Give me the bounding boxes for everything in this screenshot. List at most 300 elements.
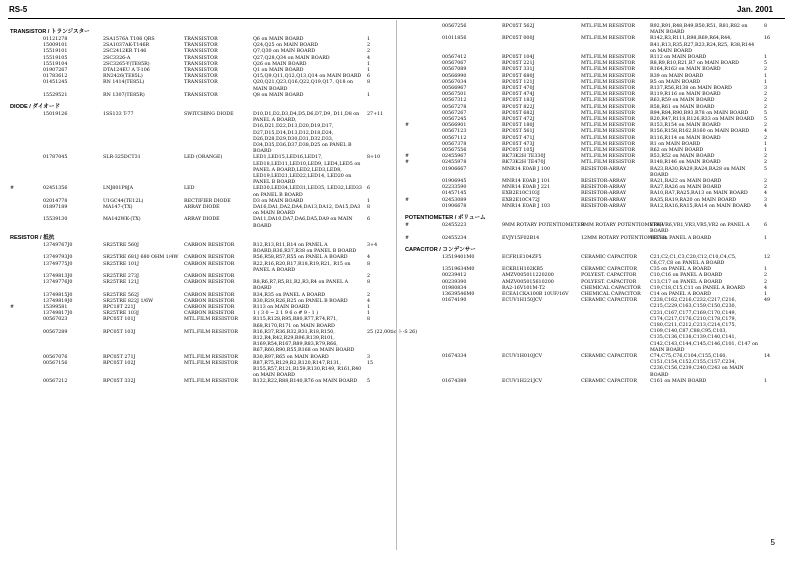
part-location: R1 on MAIN BOARD xyxy=(650,141,701,147)
part-number: SR25TRE 121J xyxy=(103,280,139,286)
part-description: RESISTOR-ARRAY xyxy=(581,203,627,209)
quantity: 1 xyxy=(367,37,371,42)
part-description: CARBON RESISTOR xyxy=(184,280,235,286)
parts-row xyxy=(405,298,775,354)
part-description: MTL.FILM RESISTOR xyxy=(581,24,635,29)
part-location: R30,R97,R65 on MAIN BOARD xyxy=(253,354,329,360)
part-code: 13749815J0 xyxy=(43,292,73,298)
part-description: CERAMIC CAPACITOR xyxy=(581,353,637,359)
part-location: R148,R146 on MAIN BOARD xyxy=(650,160,721,166)
part-code: 02453089 xyxy=(442,197,467,203)
part-code: 13519634M0 xyxy=(442,267,475,273)
part-location: D3 on MAIN BOARD xyxy=(253,198,304,204)
quantity: 14 xyxy=(764,353,771,359)
quantity: 6 xyxy=(367,74,371,80)
part-location: R113 on MAIN BOARD xyxy=(253,304,310,310)
part-location: R94,R84,R90,R93,R78 on MAIN BOARD xyxy=(650,110,749,116)
part-number: RPC05T 470J xyxy=(502,86,535,92)
part-location: R8,R9,R10,R21,R7 on MAIN BOARD xyxy=(650,61,740,67)
part-number: RPC05T 102J xyxy=(103,360,136,366)
part-location: Q20,Q21,Q23,Q16,Q22,Q19,Q17, Q18 on MAIN BOARD xyxy=(253,80,353,92)
part-location: R116,R114 on MAIN BOARD xyxy=(650,135,721,141)
part-number: RN 1307(TE85R) xyxy=(103,92,145,98)
part-number: SR25TRE 103J xyxy=(103,311,139,317)
part-location: Q24,Q25 on MAIN BOARD xyxy=(253,43,319,49)
part-code: 00567156 xyxy=(43,360,68,366)
part-location: R20,R47,R118,R126,R33 on MAIN BOARD xyxy=(650,117,755,123)
part-code: 00567089 xyxy=(442,67,467,73)
part-description: RESISTOR-ARRAY xyxy=(581,191,627,197)
part-description: TRANSISTOR xyxy=(184,49,218,55)
part-description: MTL.FILM RESISTOR xyxy=(184,329,238,335)
part-code: 01980834 xyxy=(442,285,467,291)
quantity: 4 xyxy=(764,129,768,135)
part-code: 13519401M0 xyxy=(442,254,475,260)
parts-row xyxy=(10,243,380,255)
part-description: MTL.FILM RESISTOR xyxy=(581,104,635,110)
part-description: MTL.FILM RESISTOR xyxy=(184,360,238,366)
part-code: 13749775J0 xyxy=(43,261,73,267)
part-code: 15519105 xyxy=(43,55,68,61)
column-divider xyxy=(396,20,397,550)
part-number: RPC05T 000J xyxy=(502,36,535,42)
part-description: MTL.FILM RESISTOR xyxy=(581,79,635,85)
part-location: C14 on PANEL A BOARD xyxy=(650,291,711,297)
quantity: 49 xyxy=(764,298,771,304)
part-number: ECUV1H150JCV xyxy=(502,298,543,304)
part-description: CERAMIC CAPACITOR xyxy=(581,378,637,384)
part-code: 00566990 xyxy=(442,73,467,79)
part-description: MTL.FILM RESISTOR xyxy=(581,148,635,154)
part-location: Q7,Q30 on MAIN BOARD xyxy=(253,49,316,55)
change-mark: # xyxy=(405,160,410,166)
parts-row xyxy=(405,354,775,379)
part-location: RA35,RA19,RA20 on MAIN BOARD xyxy=(650,197,737,203)
part-number: MA147-(TX) xyxy=(103,205,133,211)
part-code: 13749813J0 xyxy=(43,273,73,279)
quantity: 2 xyxy=(367,43,371,49)
part-number: DTA124EU A T-106 xyxy=(103,68,150,74)
quantity: 8 xyxy=(367,80,371,86)
change-mark: # xyxy=(405,123,410,129)
part-number: RPC05T 183J xyxy=(502,98,535,104)
quantity: 3+4 xyxy=(367,242,378,248)
quantity: 6 xyxy=(367,186,371,192)
part-number: SR25TRE 560J xyxy=(103,242,139,248)
part-number: ECFR1E104ZF5 xyxy=(502,254,542,260)
left-column xyxy=(10,24,418,386)
part-location: R132,R22,R88,R140,R76 on MAIN BOARD xyxy=(253,379,358,385)
part-code: 01906667 xyxy=(442,166,467,172)
part-number: U1GC44(TE12L) xyxy=(103,198,144,204)
part-location: R115,R128,R95,R80,R77,R74,R71, R68,R170,R171 on MAIN BOARD xyxy=(253,317,338,329)
quantity: 6 xyxy=(367,217,371,223)
part-code: 02455234 xyxy=(442,235,467,241)
part-description: TRANSISTOR xyxy=(184,55,218,61)
quantity: 1 xyxy=(764,267,768,273)
part-code: 02455978 xyxy=(442,160,467,166)
part-number: ECUV1H221JCV xyxy=(502,378,543,384)
part-description: MTL.FILM RESISTOR xyxy=(581,110,635,116)
quantity: 2 xyxy=(764,160,768,166)
section-title: CAPACITOR / コンデンサー xyxy=(405,246,476,253)
part-location: R119,R116 on MAIN BOARD xyxy=(650,92,721,98)
part-number: MNR14 E0AB J 103 xyxy=(502,203,551,209)
part-description: CARBON RESISTOR xyxy=(184,273,235,279)
part-location: C13,C17 on PANEL A BOARD xyxy=(650,279,723,285)
part-code: 00566901 xyxy=(442,123,467,129)
quantity: 1 xyxy=(367,68,371,74)
quantity: 8 xyxy=(367,280,371,286)
part-location: RA23,RA30,RA29,RA24,RA28 on MAIN BOARD xyxy=(650,166,746,178)
part-code: 13749776J0 xyxy=(43,280,73,286)
quantity: 8+10 xyxy=(367,155,381,161)
part-location: R92,R91,R48,R49,R50,R51, R81,R82 on MAIN BOARD xyxy=(650,24,748,36)
part-description: SWITCHING DIODE xyxy=(184,112,234,118)
part-code: 00239412 xyxy=(442,273,467,279)
parts-row xyxy=(10,262,380,274)
quantity: 2 xyxy=(764,98,768,104)
part-location: R22,R16,R20,R17,R18,R19,R21, R15 on PANEL A BOARD xyxy=(253,261,351,273)
quantity: 4 xyxy=(367,255,371,261)
part-description: 12MM ROTARY POTENTIOMETER xyxy=(581,235,667,241)
part-number: AMZV005015610200 xyxy=(502,279,554,285)
part-location: C74,C75,C76,C104,C155,C160, C151,C154,C152,C155,C157,C234, C236,C156,C239,C240,C243 on MAIN BOARD xyxy=(650,353,744,378)
quantity: 1 xyxy=(764,291,768,297)
part-code: 00567412 xyxy=(442,55,467,61)
part-number: RPC05T 221J xyxy=(502,61,535,67)
part-number: RPC05T 822J xyxy=(502,104,535,110)
part-code: 00567278 xyxy=(442,104,467,110)
part-code: 00567034 xyxy=(442,79,467,85)
parts-row xyxy=(10,186,380,198)
quantity: 8 xyxy=(764,24,768,29)
part-description: CHEMICAL CAPACITOR xyxy=(581,285,641,291)
part-description: MTL.FILM RESISTOR xyxy=(581,86,635,92)
part-description: TRANSISTOR xyxy=(184,74,218,80)
quantity: 6 xyxy=(764,223,768,229)
quantity: 16 xyxy=(764,36,771,42)
part-code: 02451356 xyxy=(43,186,68,192)
part-code: 00567212 xyxy=(43,379,68,385)
part-number: RA2-16V101M-T2 xyxy=(502,285,546,291)
part-number: 9MM ROTARY POTENTIOMETER xyxy=(502,223,585,229)
quantity: 2 xyxy=(764,185,768,191)
quantity: 1 xyxy=(764,148,768,154)
part-number: RPC05T 561J xyxy=(502,129,535,135)
part-description: MTL.FILM RESISTOR xyxy=(581,129,635,135)
part-location: 1 ( 3 0 ~ 2 1 9 6 o # 9 - 1 ) xyxy=(253,311,319,317)
quantity: 3 xyxy=(764,86,768,92)
parts-row xyxy=(10,217,380,229)
part-number: 2SC3326-A xyxy=(103,55,131,61)
change-mark: # xyxy=(405,197,410,203)
part-description: RESISTOR-ARRAY xyxy=(581,166,627,172)
part-location: R156,R158,R162,R160 on MAIN BOARD xyxy=(650,129,750,135)
part-number: RPC05T 471J xyxy=(502,135,535,141)
part-location: VR7 on PANEL A BOARD xyxy=(650,235,712,241)
quantity: 1 xyxy=(764,235,768,241)
quantity: 4 xyxy=(367,298,371,304)
part-number: SR25TRE 273J xyxy=(103,273,139,279)
part-location: R112 on MAIN BOARD xyxy=(650,55,707,61)
quantity: 5 xyxy=(764,110,768,116)
part-code: 02455967 xyxy=(442,154,467,160)
part-description: MTL.FILM RESISTOR xyxy=(581,73,635,79)
part-description: CARBON RESISTOR xyxy=(184,261,235,267)
part-number: SR25TRE 681J 680 OHM 1/4W xyxy=(103,255,179,261)
quantity: 8 xyxy=(367,205,371,211)
part-code: 01674389 xyxy=(442,378,467,384)
part-description: CARBON RESISTOR xyxy=(184,298,235,304)
part-number: 2SC3265-Y(TE85R) xyxy=(103,61,150,67)
part-number: LNJ801P8JA xyxy=(103,186,134,192)
part-description: ARRAY DIODE xyxy=(184,205,220,211)
part-description: MTL.FILM RESISTOR xyxy=(184,354,238,360)
part-location: R62 on MAIN BOARD xyxy=(650,148,704,154)
part-number: RPC05T 473J xyxy=(502,141,535,147)
change-mark: # xyxy=(10,304,15,310)
part-description: CARBON RESISTOR xyxy=(184,242,235,248)
quantity: 1 xyxy=(367,92,371,98)
parts-row xyxy=(405,24,775,36)
part-number: RPC05T 682J xyxy=(502,110,535,116)
part-location: R53,R52 on MAIN BOARD xyxy=(650,154,715,160)
part-number: AMZV005011220200 xyxy=(502,273,554,279)
part-description: MTL.FILM RESISTOR xyxy=(581,141,635,147)
parts-row xyxy=(10,93,380,99)
part-code: 01674190 xyxy=(442,298,467,304)
part-description: CARBON RESISTOR xyxy=(184,304,235,310)
part-number: EXB2E10C472J xyxy=(502,197,540,203)
section-title: DIODE / ダイオード xyxy=(10,104,61,111)
part-code: 00567556 xyxy=(442,148,467,154)
part-description: RESISTOR-ARRAY xyxy=(581,197,627,203)
part-description: CERAMIC CAPACITOR xyxy=(581,267,637,273)
part-description: RECTIFIER DIODE xyxy=(184,198,231,204)
part-number: ECKR1H102KB5 xyxy=(502,267,543,273)
part-location: RA27,RA26 on MAIN BOARD xyxy=(650,185,722,191)
part-description: MTL.FILM RESISTOR xyxy=(581,92,635,98)
part-description: TRANSISTOR xyxy=(184,61,218,67)
part-code: 01674334 xyxy=(442,353,467,359)
parts-row xyxy=(405,204,775,210)
part-location: C161 on MAIN BOARD xyxy=(650,378,707,384)
part-location: C228,C162,C216,C232,C217,C216, C215,C229,C163,C159,C150,C230, C231,C167,C177,C169,C170,C149, C174,C217,C176,C210,C178,C179, C180,C211,C212,C213,C214,C175, C109,C140,C87,C88,C95,C103, C135,C136,C138,C139,C140,C141, C142,C143,C144,C145,C146,C101, C147 on MAIN BOARD xyxy=(650,298,758,353)
part-description: ARRAY DIODE xyxy=(184,217,220,223)
part-description: MTL.FILM RESISTOR xyxy=(581,117,635,123)
part-code: 00567289 xyxy=(43,329,68,335)
part-number: MNR14 E0AB J 101 xyxy=(502,179,551,185)
quantity: 2 xyxy=(764,135,768,141)
part-location: C21,C2,C1,C3,C20,C12,C10,C4,C5, C6,C7,C8 on PANEL A BOARD xyxy=(650,254,737,266)
part-description: RESISTOR-ARRAY xyxy=(581,179,627,185)
part-location: C19,C18,C15,C11 on PANEL A BOARD xyxy=(650,285,745,291)
quantity: 15 xyxy=(367,360,374,366)
quantity: 25 (22,00tic ト-S 26) xyxy=(367,329,418,335)
part-code: 00567112 xyxy=(442,135,467,141)
parts-row xyxy=(10,205,380,217)
quantity: 3 xyxy=(367,354,371,360)
quantity: 2 xyxy=(764,123,768,129)
part-location: Q8 on MAIN BOARD xyxy=(253,92,304,98)
quantity: 2 xyxy=(367,49,371,55)
part-code: 01121278 xyxy=(43,37,68,42)
part-location: R12,R13,R11,R14 on PANEL A BOARD,R36,R37,R38 on PANEL B BOARD xyxy=(253,242,357,255)
part-description: POLYEST. CAPACITOR xyxy=(581,273,637,279)
quantity: 3 xyxy=(764,197,768,203)
quantity: 4 xyxy=(764,285,768,291)
part-number: RPC05T 332J xyxy=(103,379,136,385)
part-description: MTL.FILM RESISTOR xyxy=(581,61,635,67)
part-description: MTL.FILM RESISTOR xyxy=(581,160,635,166)
part-code: 00567312 xyxy=(442,98,467,104)
part-description: LED xyxy=(184,186,195,192)
model-header: RS-5 xyxy=(9,5,28,14)
part-code: 13749817J0 xyxy=(43,311,73,317)
part-code: 00567501 xyxy=(442,92,467,98)
part-number: RPC05T 472J xyxy=(502,117,535,123)
quantity: 1 xyxy=(764,73,768,79)
quantity: 2 xyxy=(367,292,371,298)
quantity: 5 xyxy=(764,166,768,172)
part-code: 15019126 xyxy=(43,112,68,118)
part-number: MNR14 E0AB J 100 xyxy=(502,166,551,172)
part-location: DA16,DA1,DA2,DA4,DA13,DA12, DA15,DA3 on MAIN BOARD xyxy=(253,205,361,217)
part-location: R16,R37,R36,R32,R31,R18,R150, R12,R4,R42,R29,R96,R139,R101, R169,R54,R167,R89,R83,R79,R66, R67,R60,R90,R55,R168 on MAIN BOARD xyxy=(253,329,355,354)
part-number: SR25TRE 822J 1/6W xyxy=(103,298,154,304)
part-number: RPC05T 180J xyxy=(502,123,535,129)
part-number: 2SA1037AK-T146R xyxy=(103,43,150,49)
quantity: 12 xyxy=(764,254,771,260)
part-description: MTL.FILM RESISTOR xyxy=(581,67,635,73)
part-location: R5 on MAIN BOARD xyxy=(650,79,701,85)
part-code: 13749767J0 xyxy=(43,242,73,248)
part-description: MTL.FILM RESISTOR xyxy=(184,317,238,323)
quantity: 1 xyxy=(367,61,371,67)
quantity: 2 xyxy=(764,179,768,185)
change-mark: # xyxy=(405,223,410,229)
part-description: MTL.FILM RESISTOR xyxy=(581,36,635,42)
part-number: SR25TRE 101J xyxy=(103,261,139,267)
part-number: 1SS133 T-77 xyxy=(103,112,134,118)
part-location: Q27,Q28,Q34 on MAIN BOARD xyxy=(253,55,330,61)
part-number: RPC05T 474J xyxy=(502,92,535,98)
part-code: 01906678 xyxy=(442,203,467,209)
quantity: 2 xyxy=(764,104,768,110)
part-location: RA12,RA16,RA15,RA14 on MAIN BOARD xyxy=(650,203,751,209)
part-description: MTL.FILM RESISTOR xyxy=(581,123,635,129)
part-location: D10,D1,D2,D3,D4,D5,D6,D7,D9, D11,D8 on PANEL A BOARD, D16,D21,D22,D13,D20,D19,D17, D27,D15,D14,D13,D12,D18,D24, D26,D28,D29,D30,D31,D32,D33, D34,D35,D36,D37,D38,D25 on PANEL B BOARD xyxy=(253,112,360,155)
quantity: 1 xyxy=(367,304,371,310)
quantity: 1 xyxy=(367,198,371,204)
part-location: RA10,RA7,RA25,RA13 on MAIN BOARD xyxy=(650,191,748,197)
part-description: MTL.FILM RESISTOR xyxy=(581,135,635,141)
part-description: MTL.FILM RESISTOR xyxy=(581,55,635,61)
part-description: TRANSISTOR xyxy=(184,37,218,42)
part-number: ECEA1CKA100B 10UF/16V xyxy=(502,291,569,297)
part-number: EXB2E10C103J xyxy=(502,191,540,197)
part-number: RPC18T 221J xyxy=(103,304,136,310)
part-code: 01783612 xyxy=(43,74,68,80)
quantity: 2 xyxy=(764,67,768,73)
quantity: 2 xyxy=(764,273,768,279)
part-number: RPC05T 562J xyxy=(502,24,535,29)
part-location: VR4,VR6,VR1,VR3,VR5,VR2 on PANEL A BOARD xyxy=(650,223,750,235)
part-location: R164,R163 on MAIN BOARD xyxy=(650,67,721,73)
part-number: RPC05T 331J xyxy=(502,67,535,73)
part-description: CARBON RESISTOR xyxy=(184,255,235,261)
part-code: 01457145 xyxy=(442,191,467,197)
part-code: 01787045 xyxy=(43,155,68,161)
part-description: LED (ORANGE) xyxy=(184,155,223,161)
quantity: 8 xyxy=(367,261,371,267)
part-number: RN2426(TE85L) xyxy=(103,74,143,80)
part-location: R39 on MAIN BOARD xyxy=(650,73,704,79)
part-description: RESISTOR-ARRAY xyxy=(581,185,627,191)
section-title: RESISTOR / 抵抗 xyxy=(10,234,55,241)
part-description: TRANSISTOR xyxy=(184,92,218,98)
part-code: 13639546M0 xyxy=(442,291,475,297)
part-description: CERAMIC CAPACITOR xyxy=(581,298,637,304)
parts-row xyxy=(10,80,380,92)
part-code: 00567245 xyxy=(442,117,467,123)
part-code: 15539130 xyxy=(43,217,68,223)
part-code: 15009101 xyxy=(43,43,68,49)
part-location: R56,R58,R57,R55 on PANEL A BOARD xyxy=(253,255,348,261)
part-location: Q1 on MAIN BOARD xyxy=(253,68,304,74)
part-location: Q6 on MAIN BOARD xyxy=(253,37,304,42)
part-number: RPC05T 104J xyxy=(502,55,535,61)
part-location: Q26 on MAIN BOARD xyxy=(253,61,307,67)
part-code: 00567123 xyxy=(442,129,467,135)
part-code: 00567267 xyxy=(442,110,467,116)
right-column xyxy=(405,24,775,385)
part-code: 13749793J0 xyxy=(43,255,73,261)
part-number: RPC05T 680J xyxy=(502,73,535,79)
part-location: LED30,LED34,LED31,LED35, LED32,LED33 on PANEL B BOARD xyxy=(253,186,362,198)
part-code: 00567378 xyxy=(442,141,467,147)
part-location: C35 on PANEL A BOARD xyxy=(650,267,711,273)
part-location: R87,R75,R129,R2,R120,R147,R131, R155,R57,R121,R159,R130,R149, R161,R40 on MAIN BOARD xyxy=(253,360,362,379)
part-code: 02014778 xyxy=(43,198,68,204)
part-location: R137,R56,R138 on MAIN BOARD xyxy=(650,86,732,92)
part-location: R30,R29,R26,R25 on PANEL B BOARD xyxy=(253,298,348,304)
quantity: 1 xyxy=(764,141,768,147)
part-code: 00239390 xyxy=(442,279,467,285)
quantity: 4 xyxy=(367,55,371,61)
part-number: RPC05T 271J xyxy=(103,354,136,360)
part-code: 15519101 xyxy=(43,49,68,55)
part-code: 13749819J0 xyxy=(43,298,73,304)
quantity: 2 xyxy=(367,273,371,279)
part-description: TRANSISTOR xyxy=(184,43,218,49)
part-location: RA21,RA22 on MAIN BOARD xyxy=(650,179,722,185)
part-location: R153,R154 on MAIN BOARD xyxy=(650,123,721,129)
part-description: CARBON RESISTOR xyxy=(184,292,235,298)
part-number: RK73K2H TE330J xyxy=(502,154,546,160)
part-description: TRANSISTOR xyxy=(184,80,218,86)
parts-row xyxy=(10,329,418,355)
quantity: 1 xyxy=(764,378,768,384)
page-number: 5 xyxy=(770,538,775,547)
part-code: 01451245 xyxy=(43,80,68,86)
part-number: RPC05T 101J xyxy=(103,317,136,323)
part-location: R58,R61 on MAIN BOARD xyxy=(650,104,715,110)
part-code: 15399581 xyxy=(43,304,68,310)
part-number: MNR14 E0AB J 221 xyxy=(502,185,551,191)
part-code: 15519104 xyxy=(43,61,68,67)
